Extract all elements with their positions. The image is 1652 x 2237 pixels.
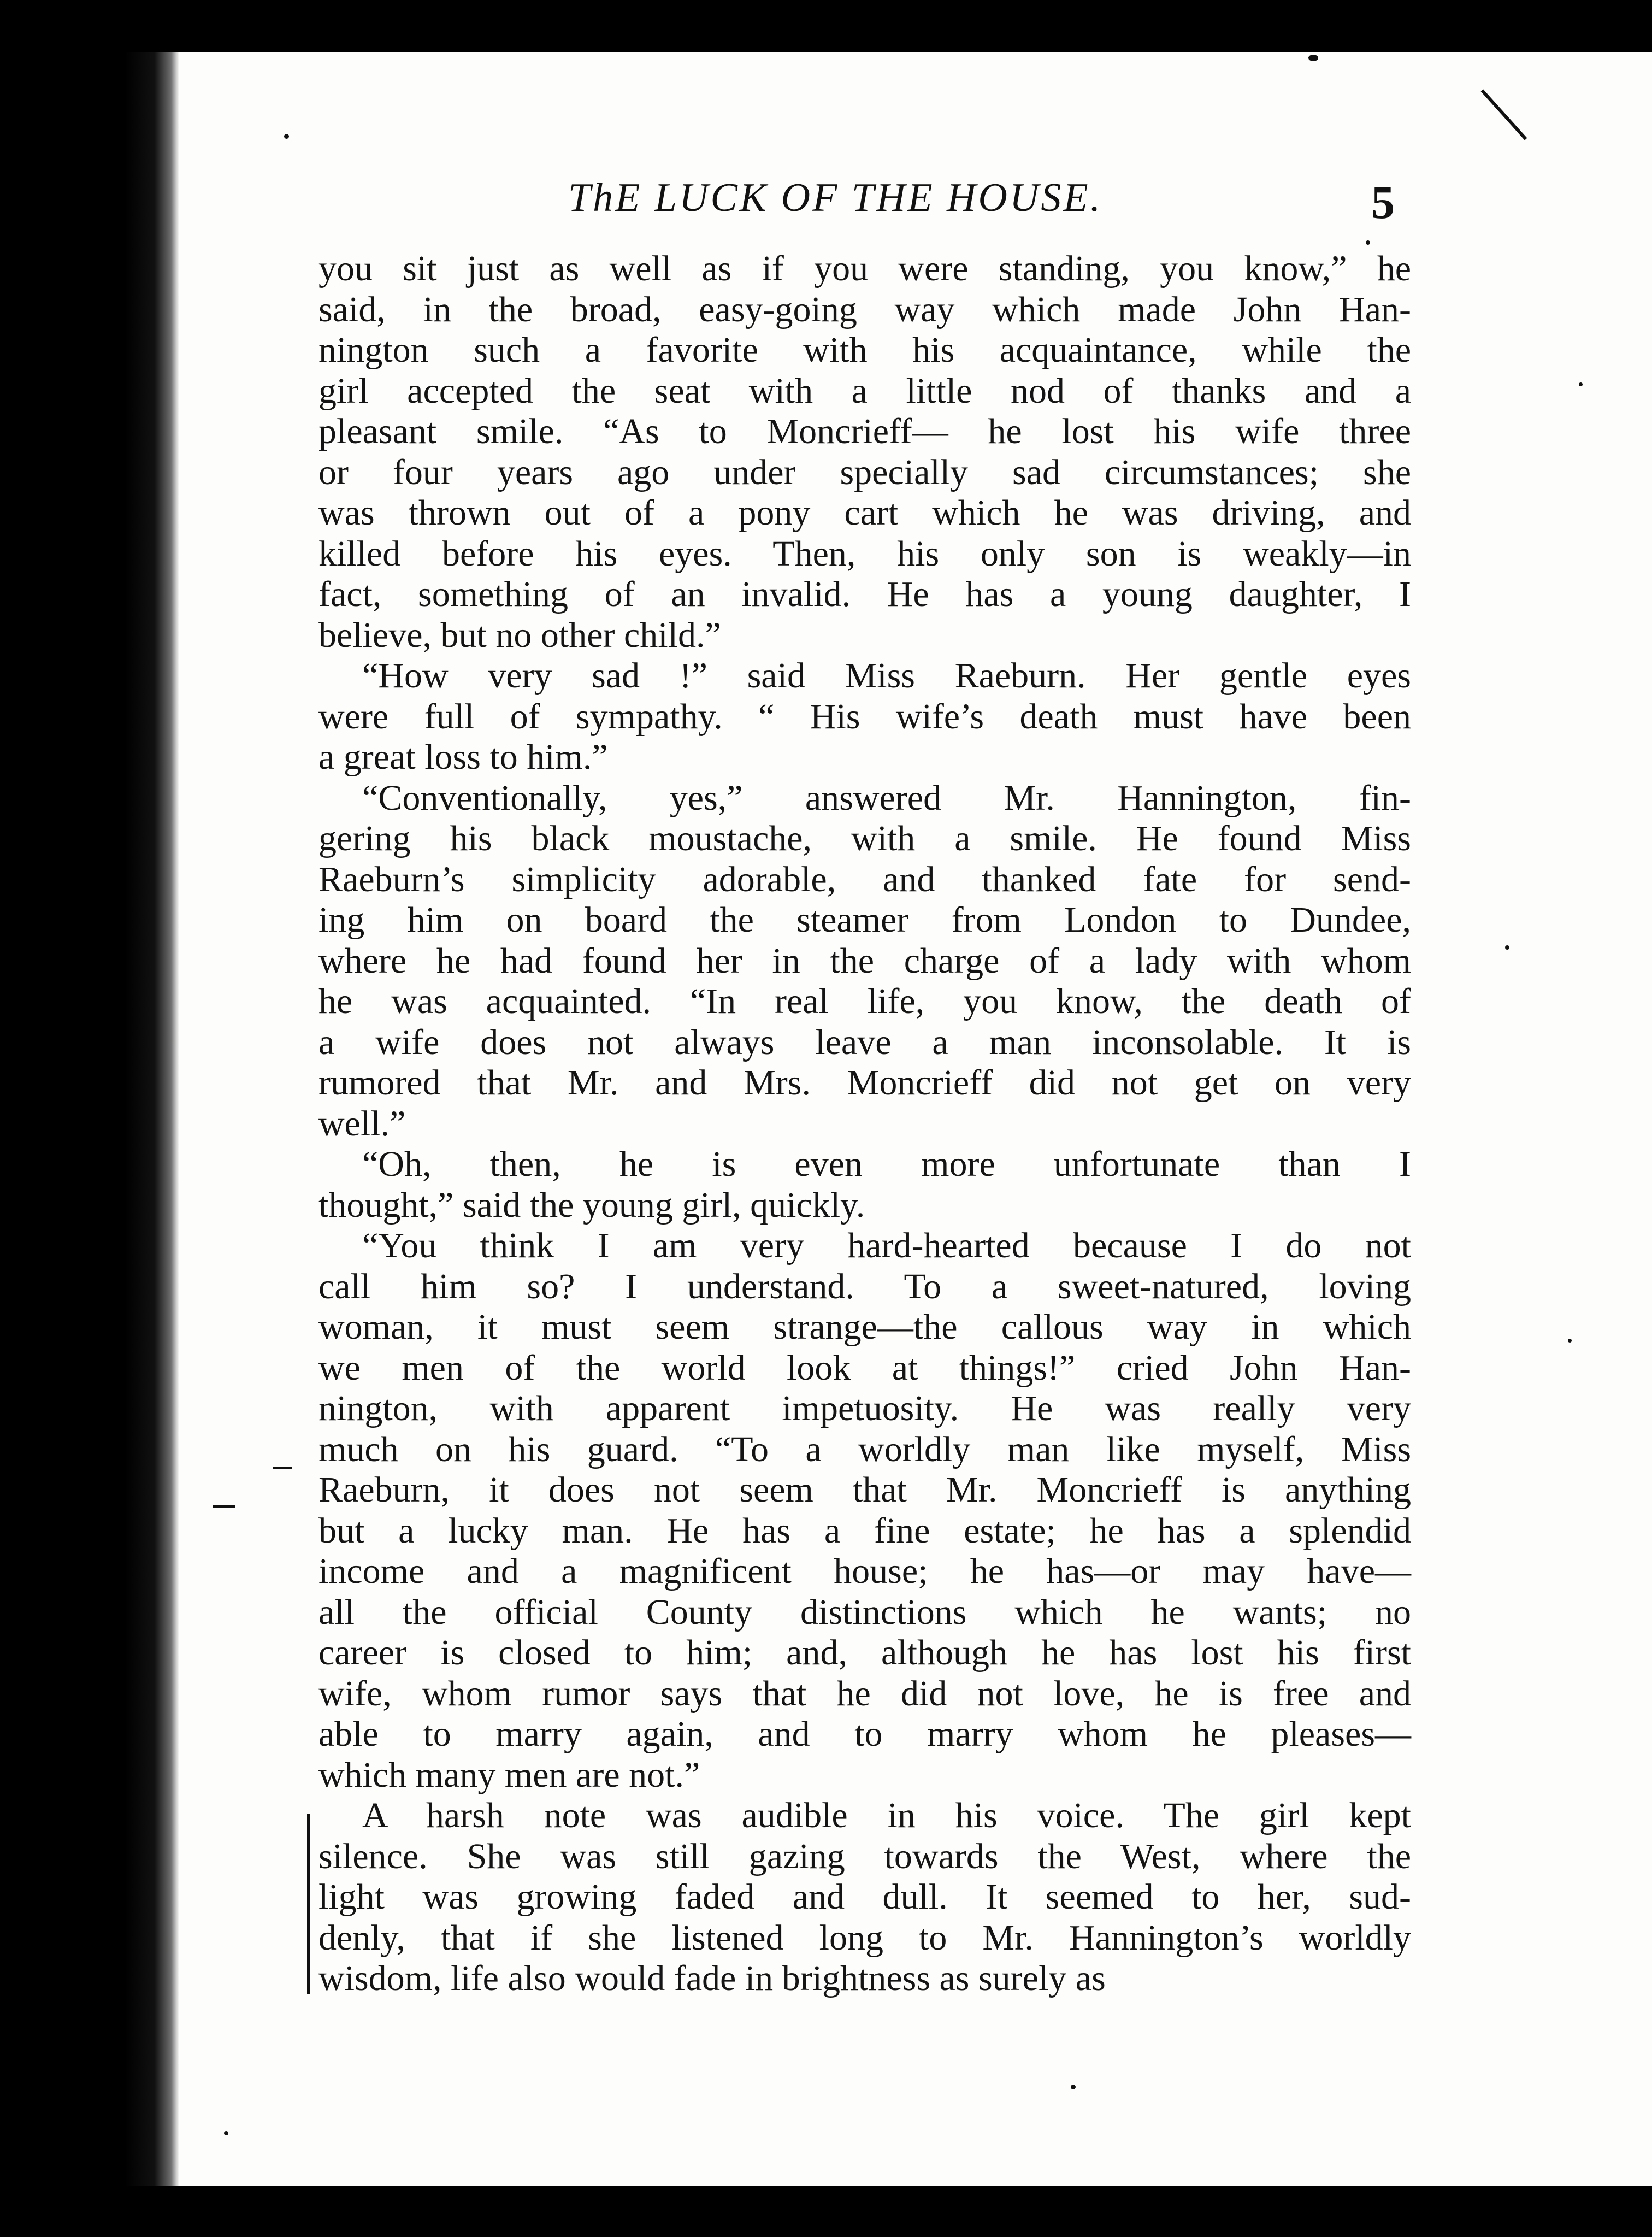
text-line: nington such a favorite with his acquaintance, while the: [318, 330, 1411, 370]
text-line: light was growing faded and dull. It seemed to her, sud-: [318, 1877, 1411, 1917]
text-line: a great loss to him.”: [318, 737, 608, 777]
text-line: wife, whom rumor says that he did not love, he is free and: [318, 1673, 1411, 1714]
text-line: were full of sympathy. “ His wife’s death must have been: [318, 696, 1411, 737]
text-line: much on his guard. “To a worldly man like myself, Miss: [318, 1429, 1411, 1469]
text-line: we men of the world look at things!” cried John Han-: [318, 1347, 1411, 1388]
paragraph: [318, 1226, 1411, 1796]
text-line: “How very sad !” said Miss Raeburn. Her gentle eyes: [362, 656, 1411, 696]
text-line: or four years ago under specially sad circumstances; she: [318, 452, 1411, 492]
scan-speck: [1505, 945, 1509, 950]
text-line: where he had found her in the charge of a lady with whom: [318, 940, 1411, 981]
text-line: Raeburn’s simplicity adorable, and thanked fate for send-: [318, 859, 1411, 899]
scan-speck: [1366, 240, 1370, 245]
text-line: girl accepted the seat with a little nod of thanks and a: [318, 370, 1411, 411]
text-line: but a lucky man. He has a fine estate; he has a splendid: [318, 1510, 1411, 1551]
text-line: denly, that if she listened long to Mr. Hannington’s worldly: [318, 1917, 1411, 1958]
scan-speck: [1308, 55, 1318, 61]
scan-speck: [1071, 2085, 1076, 2089]
page-gutter-shadow: [125, 52, 179, 2186]
scan-speck: [1579, 382, 1583, 386]
text-line: nington, with apparent impetuosity. He was really very: [318, 1388, 1411, 1428]
text-line: rumored that Mr. and Mrs. Moncrieff did not get on very: [318, 1063, 1411, 1103]
text-line: “You think I am very hard-hearted because I do not: [362, 1226, 1411, 1265]
scan-speck: [1568, 1339, 1572, 1343]
text-line: gering his black moustache, with a smile. He found Miss: [318, 819, 1411, 858]
text-line: killed before his eyes. Then, his only son is weakly—in: [318, 533, 1411, 574]
paragraph: [318, 1144, 1411, 1226]
text-line: call him so? I understand. To a sweet-natured, loving: [318, 1266, 1411, 1306]
text-line: was thrown out of a pony cart which he was driving, and: [318, 493, 1411, 533]
scan-speck: [224, 2131, 228, 2135]
scan-speck: [284, 134, 289, 139]
text-line: which many men are not.”: [318, 1755, 700, 1795]
text-line: all the official County distinctions which he wants; no: [318, 1592, 1411, 1632]
paragraph: [318, 249, 1411, 656]
text-line: career is closed to him; and, although he has lost his first: [318, 1633, 1411, 1673]
text-line: he was acquainted. “In real life, you know, the death of: [318, 981, 1411, 1021]
text-line: thought,” said the young girl, quickly.: [318, 1185, 865, 1225]
text-line: silence. She was still gazing towards the West, where the: [318, 1836, 1411, 1876]
text-line: believe, but no other child.”: [318, 615, 721, 655]
text-line: ing him on board the steamer from London to Dundee,: [318, 900, 1411, 940]
text-line: pleasant smile. “As to Moncrieff— he lost his wife three: [318, 411, 1411, 451]
text-line: able to marry again, and to marry whom he pleases—: [318, 1714, 1411, 1754]
paragraph: [318, 778, 1411, 1145]
text-line: “Conventionally, yes,” answered Mr. Hannington, fin-: [362, 778, 1411, 818]
text-line: A harsh note was audible in his voice. The girl kept: [362, 1796, 1411, 1835]
pencil-bracket-mark: [307, 1814, 310, 1994]
paragraph: [318, 656, 1411, 778]
text-line: a wife does not always leave a man inconsolable. It is: [318, 1022, 1411, 1062]
pencil-dash-mark: [273, 1467, 292, 1469]
text-line: fact, something of an invalid. He has a young daughter, I: [318, 574, 1411, 614]
pencil-dash-mark: [213, 1505, 235, 1508]
text-line: woman, it must seem strange—the callous way in which: [318, 1307, 1411, 1347]
text-line: Raeburn, it does not seem that Mr. Moncrieff is anything: [318, 1470, 1411, 1510]
text-line: well.”: [318, 1103, 406, 1144]
text-line: income and a magnificent house; he has—or may have—: [318, 1551, 1411, 1591]
page-number: 5: [1371, 176, 1395, 228]
running-head: ThE LUCK OF THE HOUSE.: [568, 175, 1103, 220]
paragraph: [318, 1796, 1411, 1999]
text-line: wisdom, life also would fade in brightness as surely as: [318, 1958, 1106, 1998]
text-line: “Oh, then, he is even more unfortunate than I: [362, 1144, 1411, 1184]
body-text: [318, 249, 1411, 1999]
text-line: you sit just as well as if you were standing, you know,” he: [318, 249, 1411, 289]
text-line: said, in the broad, easy-going way which made John Han-: [318, 289, 1411, 329]
